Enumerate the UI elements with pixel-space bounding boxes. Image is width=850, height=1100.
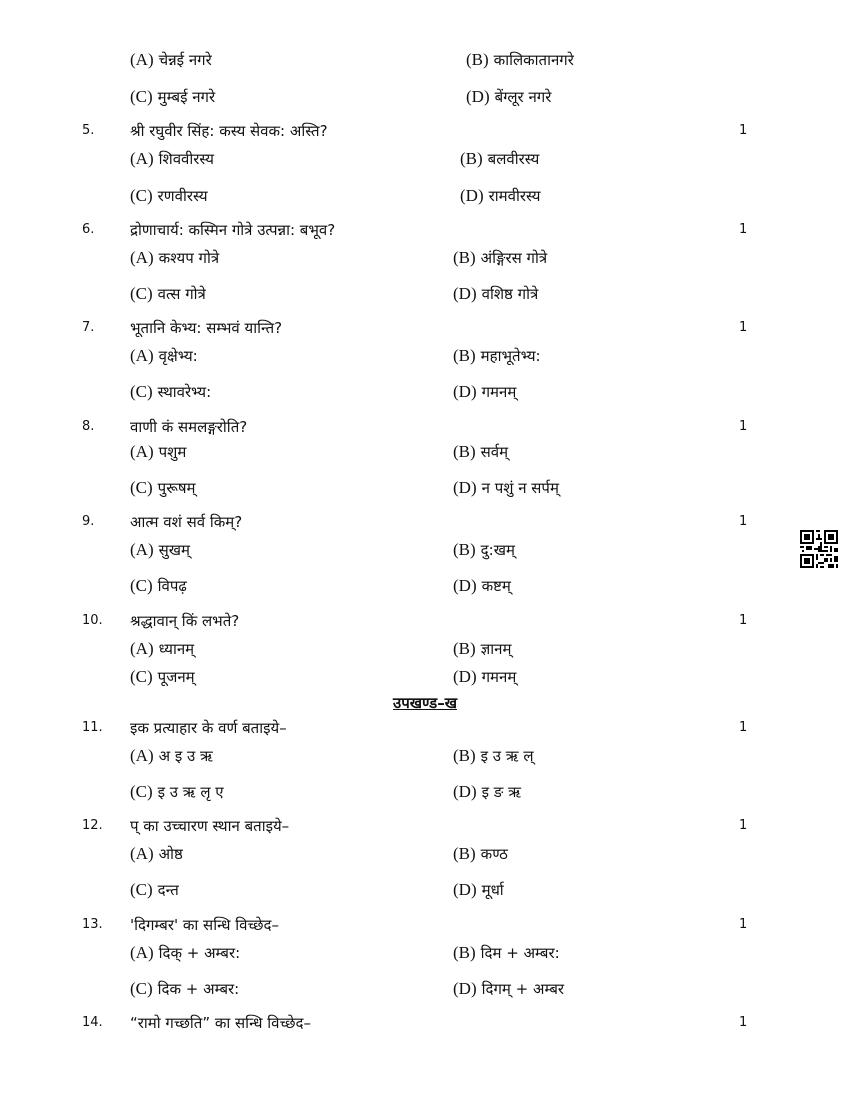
question-6 — [0, 218, 850, 242]
option-a: (A) ध्यानम् — [130, 639, 195, 658]
option-c: (C) मुम्बई नगरे — [130, 87, 216, 106]
option-a: (A) शिववीरस्य — [130, 149, 214, 168]
option-a: (A) पशुम — [130, 442, 187, 461]
option-c: (C) रणवीरस्य — [130, 186, 208, 205]
option-row — [0, 637, 850, 661]
question-marks: 1 — [739, 123, 748, 138]
question-text: द्रोणाचार्य: कस्मिन गोत्रे उत्पन्ना: बभूव? — [130, 221, 336, 239]
option-b: (B) दिम + अम्बर: — [453, 943, 560, 962]
option-row — [0, 380, 850, 404]
option-d: (D) वशिष्ठ गोत्रे — [453, 284, 539, 303]
question-text: इक प्रत्याहार के वर्ण बताइये– — [130, 719, 287, 737]
question-text: भूतानि केभ्य: सम्भवं यान्ति? — [130, 319, 283, 337]
option-row — [0, 780, 850, 804]
question-number: 5. — [82, 123, 95, 138]
option-c: (C) विपढ़ — [130, 576, 187, 595]
question-number: 6. — [82, 222, 95, 237]
option-row — [0, 878, 850, 902]
question-13 — [0, 913, 850, 937]
question-number: 13. — [82, 917, 103, 932]
question-14 — [0, 1011, 850, 1035]
option-row — [0, 941, 850, 965]
question-text: “रामो गच्छति” का सन्धि विच्छेद– — [130, 1014, 311, 1032]
option-row — [0, 476, 850, 500]
option-row — [0, 147, 850, 171]
option-row — [0, 665, 850, 689]
option-d: (D) न पशुं न सर्पम् — [453, 478, 559, 497]
question-number: 10. — [82, 613, 103, 628]
option-row — [0, 184, 850, 208]
question-marks: 1 — [739, 917, 748, 932]
question-12 — [0, 814, 850, 838]
option-a: (A) अ इ उ ऋ — [130, 746, 213, 765]
option-row — [0, 246, 850, 270]
option-row — [0, 282, 850, 306]
option-a: (A) सुखम् — [130, 540, 190, 559]
option-c: (C) पूजनम् — [130, 667, 195, 686]
option-b: (B) कालिकातानगरे — [466, 50, 574, 69]
option-row — [0, 574, 850, 598]
option-d: (D) रामवीरस्य — [460, 186, 541, 205]
question-marks: 1 — [739, 613, 748, 628]
option-b: (B) दु:खम् — [453, 540, 515, 559]
option-d: (D) गमनम् — [453, 667, 517, 686]
option-b: (B) अंङ्गिरस गोत्रे — [453, 248, 548, 267]
question-marks: 1 — [739, 222, 748, 237]
question-number: 12. — [82, 818, 103, 833]
option-a: (A) चेन्नई नगरे — [130, 50, 212, 69]
question-5 — [0, 119, 850, 143]
option-c: (C) वत्स गोत्रे — [130, 284, 206, 303]
question-10 — [0, 609, 850, 633]
question-marks: 1 — [739, 514, 748, 529]
question-number: 7. — [82, 320, 95, 335]
option-c: (C) दिक + अम्बर: — [130, 979, 240, 998]
question-text: प् का उच्चारण स्थान बताइये– — [130, 817, 290, 835]
option-b: (B) इ उ ऋ ल् — [453, 746, 534, 765]
option-c: (C) दन्त — [130, 880, 179, 899]
option-b: (B) ज्ञानम् — [453, 639, 512, 658]
question-marks: 1 — [739, 720, 748, 735]
option-row — [0, 85, 850, 109]
question-text: वाणी कं समलङ्गरोति? — [130, 418, 248, 436]
option-d: (D) बेंग्लूर नगरे — [466, 87, 552, 106]
question-marks: 1 — [739, 320, 748, 335]
option-d: (D) मूर्धा — [453, 880, 504, 899]
option-d: (D) कष्टम् — [453, 576, 511, 595]
question-8 — [0, 415, 850, 439]
option-a: (A) ओष्ठ — [130, 844, 183, 863]
question-number: 14. — [82, 1015, 103, 1030]
option-b: (B) महाभूतेभ्य: — [453, 346, 541, 365]
option-d: (D) इ ङ ऋ — [453, 782, 521, 801]
question-marks: 1 — [739, 818, 748, 833]
question-number: 9. — [82, 514, 95, 529]
option-c: (C) इ उ ऋ लृ ए — [130, 782, 224, 801]
option-b: (B) बलवीरस्य — [460, 149, 540, 168]
option-row — [0, 538, 850, 562]
option-a: (A) वृक्षेभ्य: — [130, 346, 198, 365]
option-c: (C) पुरूषम् — [130, 478, 196, 497]
option-b: (B) कण्ठ — [453, 844, 508, 863]
option-row — [0, 977, 850, 1001]
option-row — [0, 842, 850, 866]
question-number: 8. — [82, 419, 95, 434]
question-marks: 1 — [739, 1015, 748, 1030]
question-11 — [0, 716, 850, 740]
question-text: आत्म वशं सर्व किम्? — [130, 513, 243, 531]
question-number: 11. — [82, 720, 103, 735]
option-d: (D) दिगम् + अम्बर — [453, 979, 565, 998]
option-row — [0, 344, 850, 368]
option-d: (D) गमनम् — [453, 382, 517, 401]
section-heading: उपखण्ड–ख — [393, 694, 457, 712]
qr-code-icon — [800, 530, 838, 568]
option-row — [0, 48, 850, 72]
question-7 — [0, 316, 850, 340]
option-a: (A) दिक् + अम्बर: — [130, 943, 241, 962]
option-row — [0, 440, 850, 464]
option-row — [0, 744, 850, 768]
question-marks: 1 — [739, 419, 748, 434]
question-9 — [0, 510, 850, 534]
option-b: (B) सर्वम् — [453, 442, 509, 461]
option-a: (A) कश्यप गोत्रे — [130, 248, 220, 267]
question-text: श्री रघुवीर सिंह: कस्य सेवक: अस्ति? — [130, 122, 328, 140]
question-text: 'दिगम्बर' का सन्धि विच्छेद– — [130, 916, 279, 934]
option-c: (C) स्थावरेभ्य: — [130, 382, 212, 401]
question-text: श्रद्धावान् किं लभते? — [130, 612, 240, 630]
